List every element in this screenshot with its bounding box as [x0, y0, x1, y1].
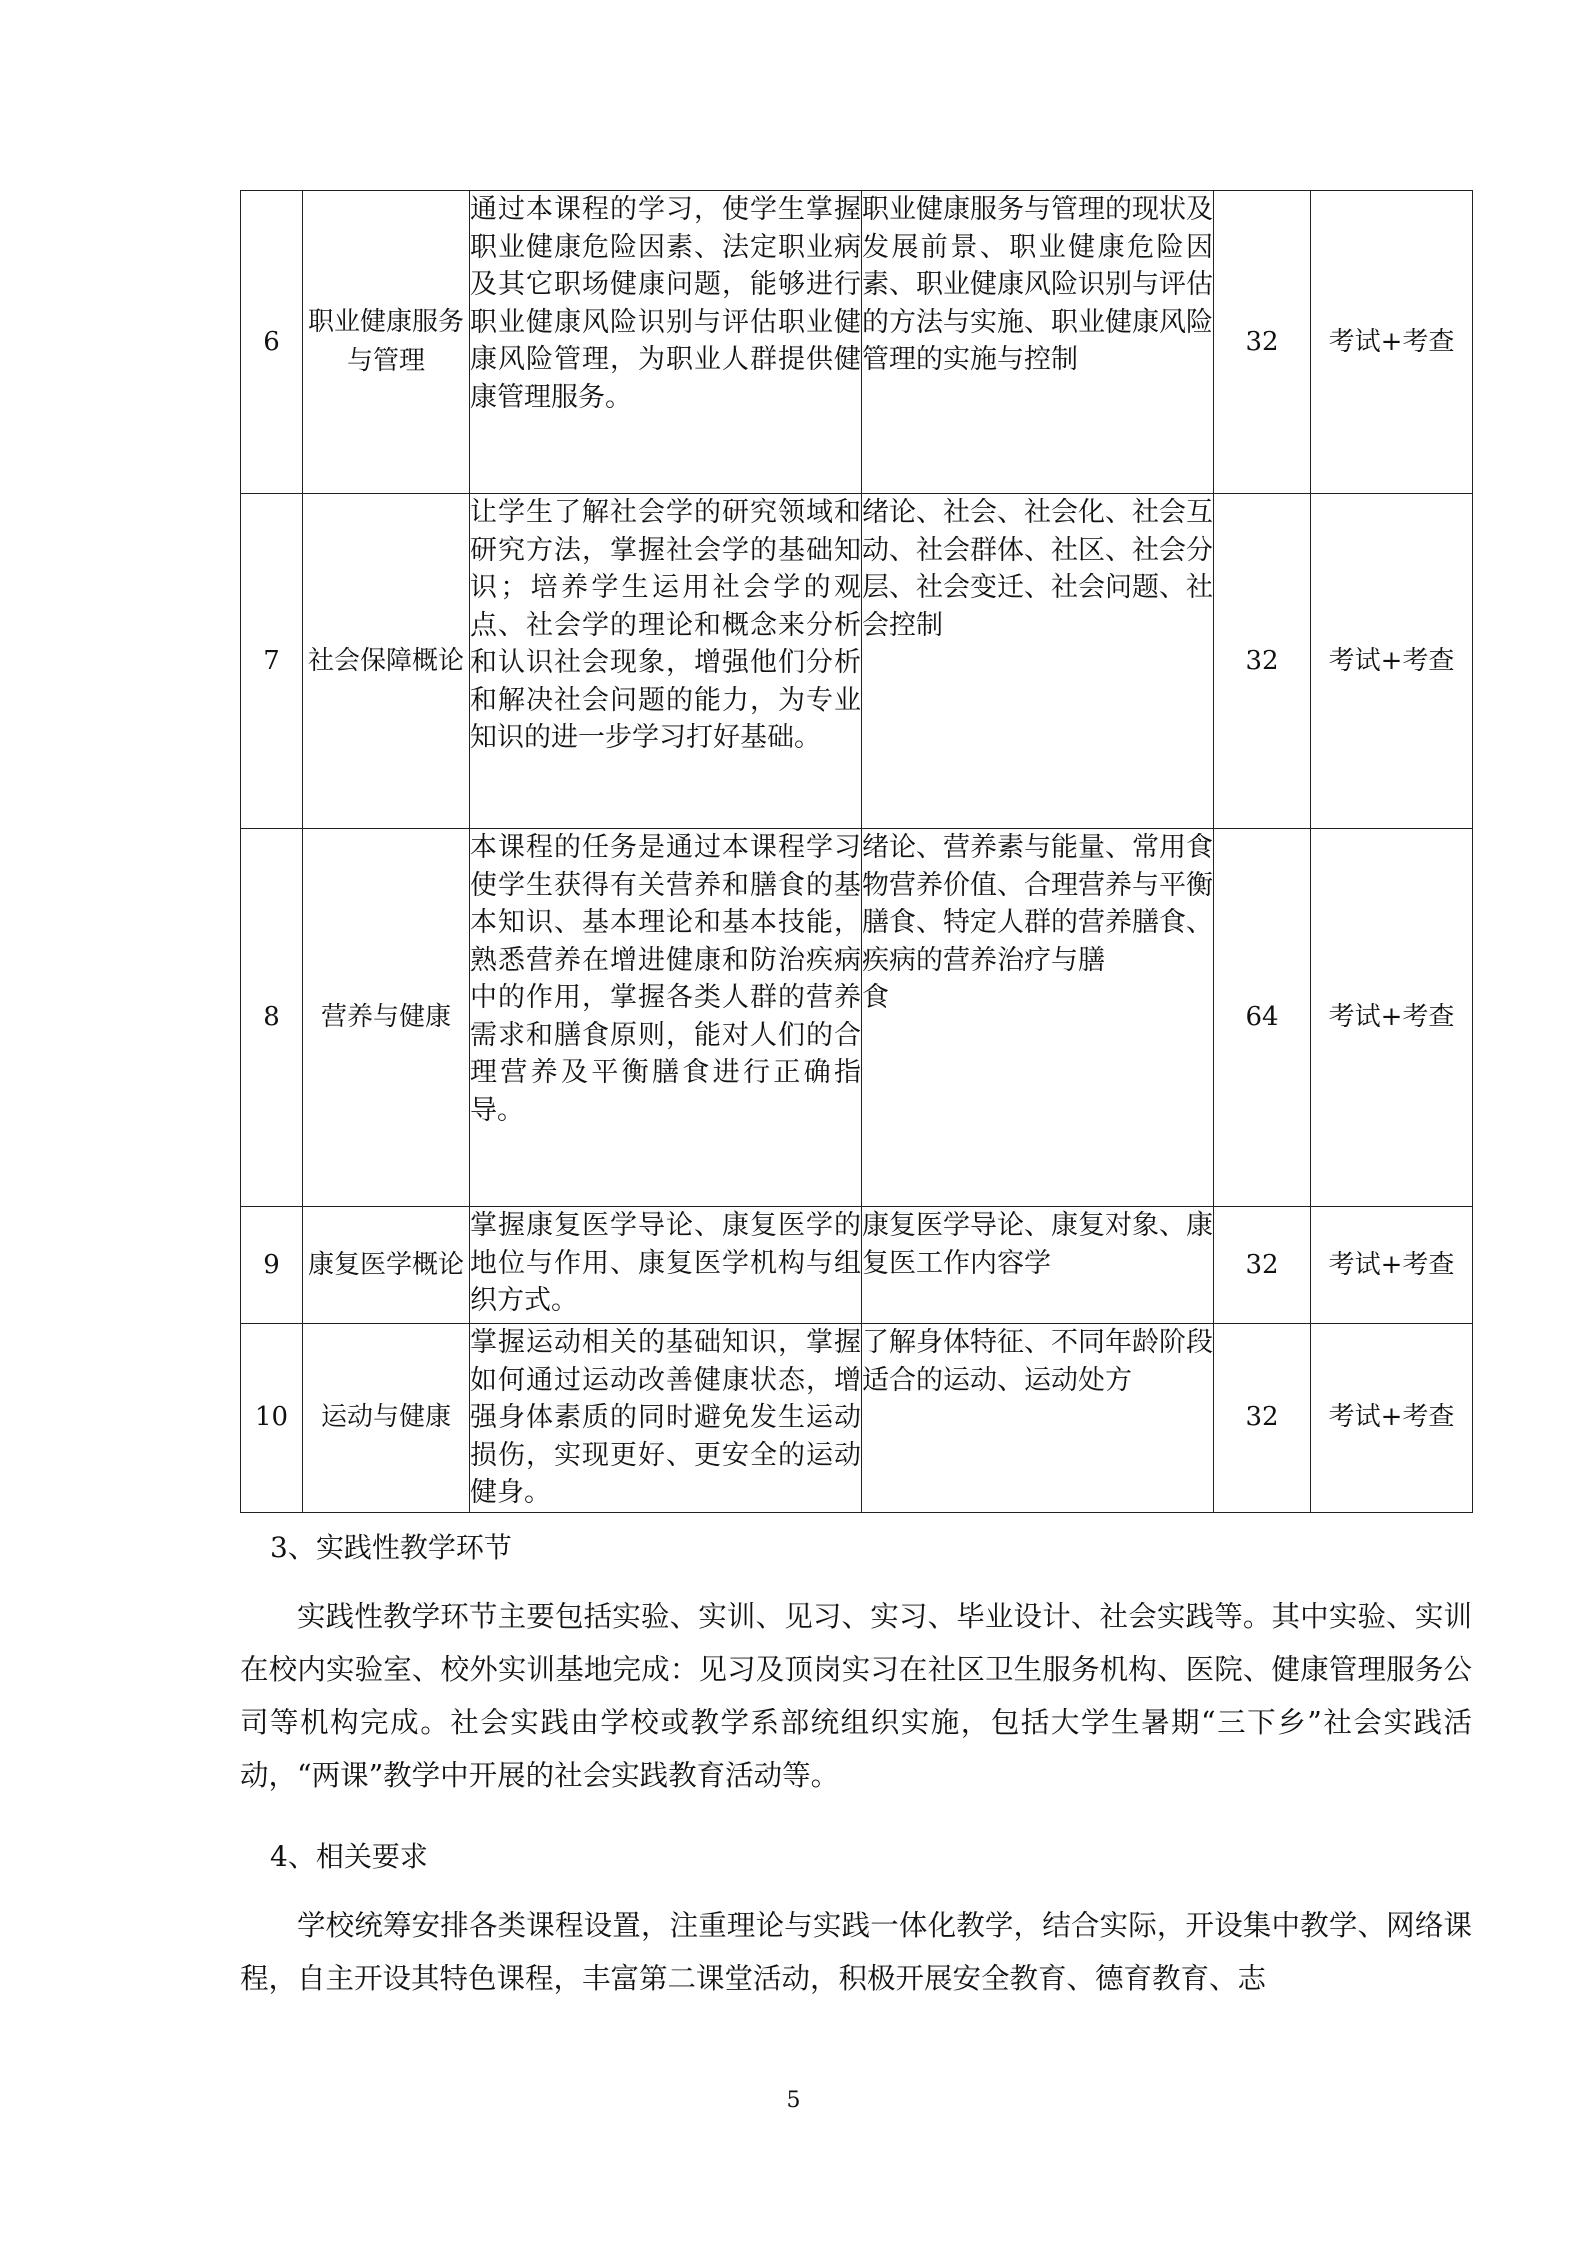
- course-number: 7: [241, 494, 303, 829]
- section-heading-requirements: 4、相关要求: [270, 1840, 428, 1873]
- course-hours: 32: [1214, 1324, 1311, 1513]
- course-assessment: 考试+考查: [1311, 494, 1473, 829]
- course-content: [862, 1324, 1214, 1513]
- page-number: 5: [786, 2088, 801, 2113]
- course-number: 8: [241, 829, 303, 1207]
- course-name: 营养与健康: [303, 829, 470, 1207]
- course-number: 10: [241, 1324, 303, 1513]
- course-assessment: 考试+考查: [1311, 1207, 1473, 1324]
- table-row: [241, 494, 1473, 829]
- course-content: [862, 829, 1214, 1207]
- course-assessment: 考试+考查: [1311, 829, 1473, 1207]
- course-name: 职业健康服务与管理: [303, 191, 470, 494]
- table-row: [241, 191, 1473, 494]
- course-objective: 掌握康复医学导论、康复医学的地位与作用、康复医学机构与组织方式。: [470, 1207, 862, 1324]
- table-row: [241, 1324, 1473, 1513]
- course-content: [862, 494, 1214, 829]
- course-content-text: 康复医学导论、康复对象、康复医工作内容学: [862, 1210, 1213, 1279]
- course-hours: 64: [1214, 829, 1311, 1207]
- course-objective: 通过本课程的学习，使学生掌握职业健康危险因素、法定职业病及其它职场健康问题，能够进行职业健康风险识别与评估职业健康风险管理，为职业人群提供健康管理服务。: [470, 191, 862, 494]
- course-hours: 32: [1214, 191, 1311, 494]
- course-hours: 32: [1214, 1207, 1311, 1324]
- course-hours: 32: [1214, 494, 1311, 829]
- course-content: [862, 191, 1214, 494]
- table-row: [241, 829, 1473, 1207]
- course-objective: 让学生了解社会学的研究领域和研究方法，掌握社会学的基础知识；培养学生运用社会学的观点、社会学的理论和概念来分析和认识社会现象，增强他们分析和解决社会问题的能力，为专业知识的进一步学习打好基础。: [470, 494, 862, 829]
- course-content-text: 职业健康服务与管理的现状及发展前景、职业健康危险因素、职业健康风险识别与评估的方法与实施、职业健康风险管理的实施与控制: [862, 194, 1213, 375]
- section-heading-practice: 3、实践性教学环节: [270, 1531, 512, 1564]
- course-objective: 掌握运动相关的基础知识，掌握如何通过运动改善健康状态，增强身体素质的同时避免发生运动损伤，实现更好、更安全的运动健身。: [470, 1324, 862, 1513]
- section-paragraph-practice: 实践性教学环节主要包括实验、实训、见习、实习、毕业设计、社会实践等。其中实验、实训在校内实验室、校外实训基地完成：见习及顶岗实习在社区卫生服务机构、医院、健康管理服务公司等机构完成。社会实践由学校或教学系部统组织实施，包括大学生暑期“三下乡”社会实践活动，“两课”教学中开展的社会实践教育活动等。: [240, 1600, 1472, 1792]
- course-content-text: 绪论、营养素与能量、常用食物营养价值、合理营养与平衡膳食、特定人群的营养膳食、疾病的营养治疗与膳 食: [862, 832, 1213, 1013]
- course-number: 9: [241, 1207, 303, 1324]
- course-objective: 本课程的任务是通过本课程学习使学生获得有关营养和膳食的基本知识、基本理论和基本技能，熟悉营养在增进健康和防治疾病中的作用，掌握各类人群的营养需求和膳食原则，能对人们的合理营养及平衡膳食进行正确指导。: [470, 829, 862, 1207]
- course-name: 康复医学概论: [303, 1207, 470, 1324]
- course-name: 运动与健康: [303, 1324, 470, 1513]
- course-table: [240, 190, 1473, 1513]
- table-row: [241, 1207, 1473, 1324]
- section-paragraph-requirements: 学校统筹安排各类课程设置，注重理论与实践一体化教学，结合实际，开设集中教学、网络课程，自主开设其特色课程，丰富第二课堂活动，积极开展安全教育、德育教育、志: [240, 1909, 1472, 1995]
- course-content-text: 绪论、社会、社会化、社会互动、社会群体、社区、社会分层、社会变迁、社会问题、社会控制: [862, 497, 1213, 641]
- course-number: 6: [241, 191, 303, 494]
- course-content: [862, 1207, 1214, 1324]
- course-assessment: 考试+考查: [1311, 191, 1473, 494]
- course-assessment: 考试+考查: [1311, 1324, 1473, 1513]
- course-content-text: 了解身体特征、不同年龄阶段适合的运动、运动处方: [862, 1327, 1213, 1396]
- course-name: 社会保障概论: [303, 494, 470, 829]
